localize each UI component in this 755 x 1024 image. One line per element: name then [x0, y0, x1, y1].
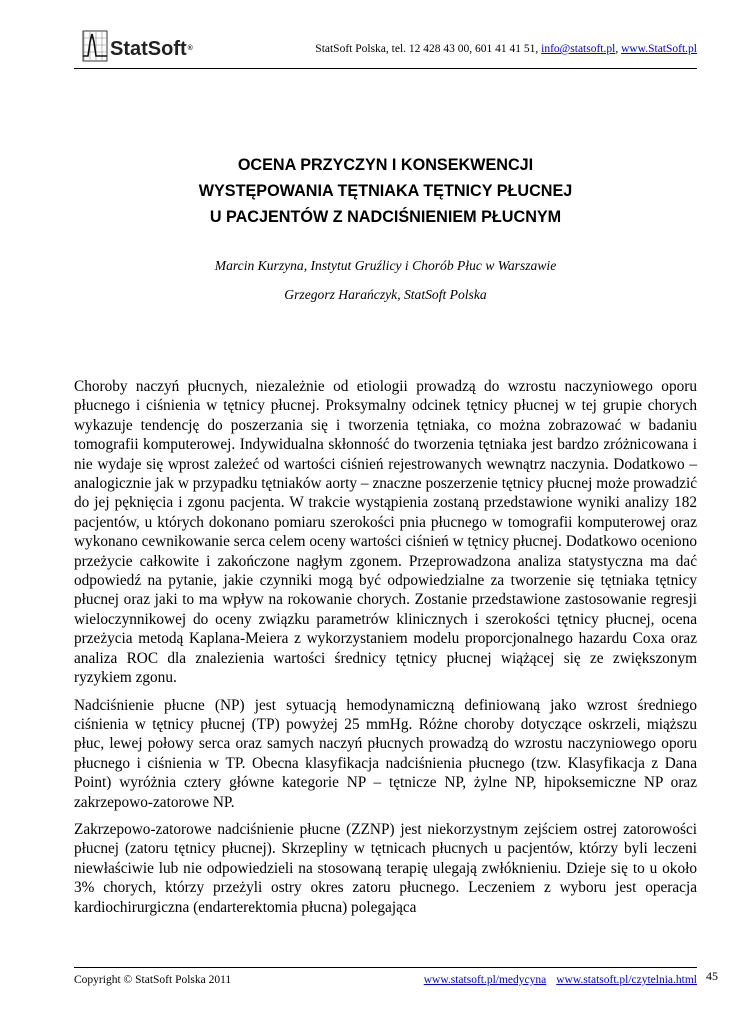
medycyna-link[interactable]: www.statsoft.pl/medycyna [423, 974, 547, 986]
paragraph: Nadciśnienie płucne (NP) jest sytuacją hemodynamiczną definiowaną jako wzrost średniego ciśnienia w tętnicy płucnej (TP) powyżej 25 mmHg. Różne choroby dotyczące oskrzeli, miąższu płuc, lewej połowy serca oraz samych naczyń płucnych prowadzą do wzrostu naczyniowego oporu płucnego i ciśnienia w TP. Obecna klasyfikacja nadciśnienia płucnego (tzw. Klasyfikacja z Dana Point) wyróżnia cztery główne kategorie NP – tętnicze NP, żylne NP, hipoksemiczne NP oraz zakrzepowo-zatorowe NP. [74, 696, 697, 811]
statsoft-chart-icon [82, 30, 108, 62]
contact-phone-text: StatSoft Polska, tel. 12 428 43 00, 601 41 41 51, [315, 43, 542, 55]
footer-links [424, 974, 697, 986]
article-body [74, 377, 697, 925]
article-title [74, 152, 697, 230]
czytelnia-link[interactable]: www.statsoft.pl/czytelnia.html [556, 974, 697, 986]
header-contact: StatSoft Polska, tel. 12 428 43 00, 601 41 41 51, info@statsoft.pl, www.StatSoft.pl [315, 43, 697, 55]
author-haranczyk: Grzegorz Harańczyk, StatSoft Polska [284, 287, 487, 302]
paragraph: Zakrzepowo-zatorowe nadciśnienie płucne (ZZNP) jest niekorzystnym zejściem ostrej zatorowości płucnej (zatoru tętnicy płucnej). Skrzepliny w tętnicach płucnych u pacjentów, którzy byli leczeni niewłaściwie lub nie odpowiedzieli na stosowaną terapię ulegają zwłóknieniu. Dzieje się to u około 3% chorych, którzy przeżyli ostry okres zatoru płucnego. Leczeniem z wyboru jest operacja kardiochirurgiczna (endarterektomia płucna) polegająca [74, 820, 697, 916]
page-number: 45 [706, 969, 718, 983]
email-link[interactable]: info@statsoft.pl [541, 43, 616, 55]
title-line: WYSTĘPOWANIA TĘTNIAKA TĘTNICY PŁUCNEJ [198, 182, 573, 200]
paragraph: Choroby naczyń płucnych, niezależnie od etiologii prowadzą do wzrostu naczyniowego oporu płucnego i ciśnienia w tętnicy płucnej. Proksymalny odcinek tętnicy płucnej w tej grupie chorych wykazuje tendencję do poszerzania się i tworzenia tętniaka, co można zobrazować w badaniu tomografii komputerowej. Indywidualna skłonność do tworzenia tętniaka jest bardzo zróżnicowana i nie wydaje się wprost zależeć od wartości ciśnień rejestrowanych wewnątrz naczynia. Dodatkowo – analogicznie jak w przypadku tętniaków aorty – znaczne poszerzenie tętnicy płucnej może prowadzić do jej pęknięcia i zgonu pacjenta. W trakcie wystąpienia zostaną przedstawione wyniki analizy 182 pacjentów, u których dokonano pomiaru szerokości pnia płucnego w tomografii komputerowej oraz wykonano cewnikowanie serca celem oceny wartości ciśnień w tętnicy płucnej. Dodatkowo oceniono przeżycie całkowite i zakończone nagłym zgonem. Przeprowadzona analiza statystyczna ma dać odpowiedź na pytanie, jakie czynniki mogą być odpowiedzialne za tworzenie się tętniaka tętnicy płucnej oraz jaki to ma wpływ na rokowanie chorych. Zostanie przedstawione zastosowanie regresji wieloczynnikowej do oceny związku parametrów klinicznych i szerokości tętnicy płucnej, ocena przeżycia metodą Kaplana-Meiera z wykorzystaniem modelu proporcjonalnego hazardu Coxa oraz analiza ROC dla znalezienia wartości średnicy tętnicy płucnej wiążącej się ze zwiększonym ryzykiem zgonu. [74, 378, 697, 687]
title-line: U PACJENTÓW Z NADCIŚNIENIEM PŁUCNYM [209, 208, 562, 226]
page-header [74, 22, 697, 69]
author-kurzyna: Marcin Kurzyna, Instytut Gruźlicy i Chorób Płuc w Warszawie [214, 258, 557, 273]
logo-wordmark: StatSoft® [110, 38, 193, 60]
statsoft-logo [82, 24, 193, 62]
page-footer [74, 967, 697, 990]
title-line: OCENA PRZYCZYN I KONSEKWENCJI [237, 156, 534, 174]
website-link[interactable]: www.StatSoft.pl [621, 43, 697, 55]
copyright-text: Copyright © StatSoft Polska 2011 [74, 974, 232, 986]
